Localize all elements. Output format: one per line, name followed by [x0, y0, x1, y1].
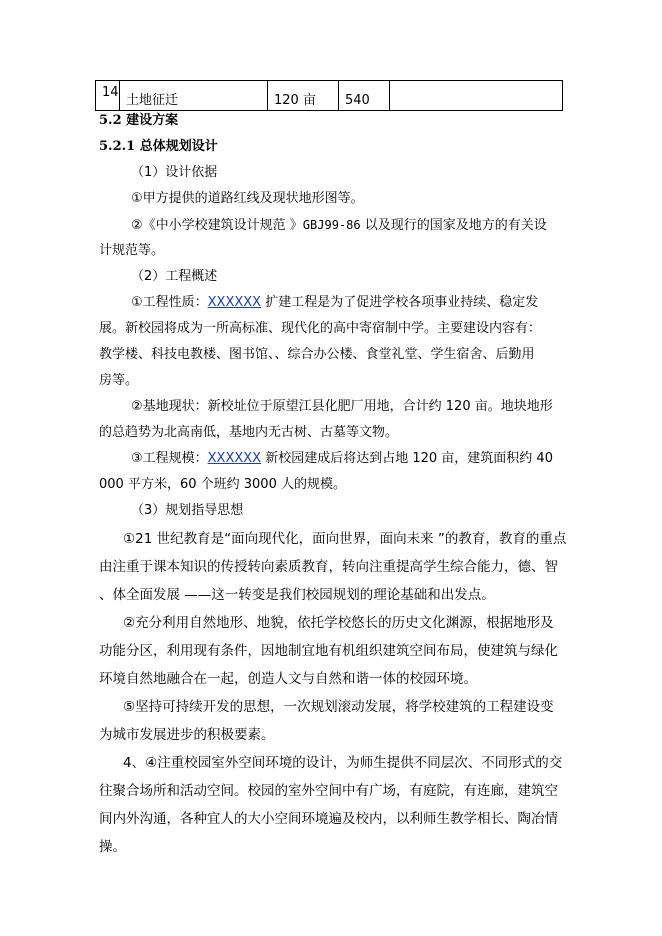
sec1-p2-code: GBJ99-86 [302, 218, 361, 232]
sec2-p1-line4: 房等。 [99, 373, 139, 388]
project-name-link-2[interactable]: XXXXXX [207, 451, 262, 466]
sec3-p2-line2: 功能分区，利用现有条件，因地制宜地有机组织建筑空间布局，使建筑与绿化 [99, 643, 558, 659]
item-cell: 土地征迁 [120, 81, 268, 111]
sec2-p3-line2: 000 平方米，60 个班约 3000 人的规模。 [99, 477, 346, 492]
sec1-p2-line1 [131, 216, 547, 235]
sec3-p3-line1: ⑤坚持可持续开发的思想，一次规划滚动发展，将学校建筑的工程建设变 [123, 699, 554, 715]
sec3-p1-line2: 由注重于课本知识的传授转向素质教育，转向注重提高学生综合能力，德、智 [99, 559, 558, 575]
table-row [96, 81, 563, 111]
section-heading: 5.2 建设方案 [99, 113, 179, 128]
sec3-p1-line1: ①21 世纪教育是“面向现代化，面向世界，面向未来 ”的教育，教育的重点 [123, 531, 567, 547]
sec3-p2-line1: ②充分利用自然地形、地貌，依托学校悠长的历史文化渊源，根据地形及 [123, 615, 554, 631]
sec1-p1: ①甲方提供的道路红线及现状地形图等。 [131, 191, 364, 206]
sec2-title: （2）工程概述 [131, 269, 218, 284]
sec2-p1-rest: 扩建工程是为了促进学校各项事业持续、稳定发 [261, 295, 539, 310]
amount-cell: 540 [339, 81, 390, 111]
sec3-p4-line1: 4、④注重校园室外空间环境的设计，为师生提供不同层次、不同形式的交 [123, 755, 563, 771]
cost-table [95, 80, 563, 111]
sec3-title: （3）规划指导思想 [131, 503, 244, 518]
quantity-cell: 120 亩 [268, 81, 339, 111]
sec2-p3-prefix: ③工程规模： [131, 451, 208, 466]
sec2-p1-line3: 教学楼、科技电教楼、图书馆、、综合办公楼、食堂礼堂、学生宿舍、后勤用 [99, 347, 535, 362]
project-name-link[interactable]: XXXXXX [207, 295, 262, 310]
sec1-p2-pre: ②《中小学校建筑设计规范 》 [131, 218, 303, 233]
sec1-title: （1）设计依据 [131, 165, 218, 180]
subsection-heading: 5.2.1 总体规划设计 [99, 139, 218, 154]
sec2-p2-line1: ②基地现状：新校址位于原望江县化肥厂用地，合计约 120 亩。地块地形 [131, 399, 553, 414]
sec2-p2-line2: 的总趋势为北高南低，基地内无古树、古墓等文物。 [99, 425, 399, 440]
sec2-p3-rest: 新校园建成后将达到占地 120 亩，建筑面积约 40 [261, 451, 553, 466]
sec2-p3-line1 [131, 450, 553, 468]
sec3-p3-line2: 为城市发展进步的积极要素。 [99, 727, 275, 743]
sec3-p4-line2: 往聚合场所和活动空间。校园的室外空间中有广场，有庭院，有连廊，建筑空 [99, 783, 558, 799]
note-cell [390, 81, 563, 111]
sec3-p4-line4: 操。 [99, 839, 126, 855]
sec1-p2-line2: 计规范等。 [99, 243, 165, 258]
sec1-p2-post: 以及现行的国家及地方的有关设 [360, 218, 547, 233]
row-number-cell: 14 [96, 81, 120, 111]
sec3-p1-line3: 、体全面发展 ——这一转变是我们校园规划的理论基础和出发点。 [99, 587, 495, 603]
sec3-p2-line3: 环境自然地融合在一起，创造人文与自然和谐一体的校园环境。 [99, 671, 477, 687]
sec3-p4-line3: 间内外沟通，各种宜人的大小空间环境遍及校内，以利师生教学相长、陶冶情 [99, 811, 558, 827]
sec2-p1-line2: 展。新校园将成为一所高标准、现代化的高中寄宿制中学。主要建设内容有： [99, 321, 542, 336]
sec2-p1-prefix: ①工程性质： [131, 295, 208, 310]
sec2-p1-line1 [131, 294, 538, 312]
